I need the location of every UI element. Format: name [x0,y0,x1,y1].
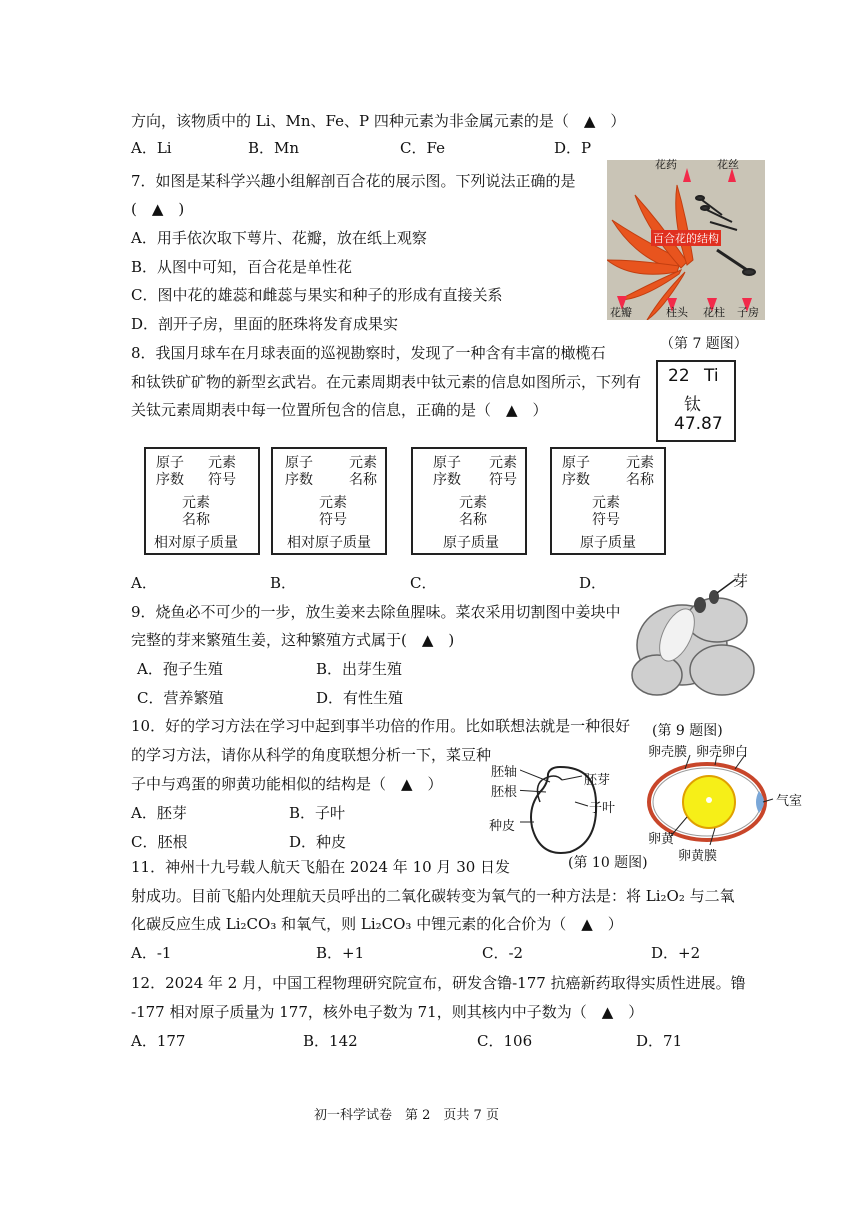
figure-7-caption: （第 7 题图） [660,336,748,352]
q11-option-c: C．-2 [482,944,524,962]
q11-stem-3: 化碳反应生成 Li₂CO₃ 和氧气，则 Li₂CO₃ 中锂元素的化合价为（ ▲ ） [131,915,623,933]
q8-option-b: B． [270,574,297,592]
label-plumule: 胚芽 [584,773,611,788]
label-filament: 花丝 [717,158,739,171]
q7-option-a: A．用手依次取下萼片、花瓣，放在纸上观察 [131,229,427,247]
q8-stem-1: 8．我国月球车在月球表面的巡视勘察时，发现了一种含有丰富的橄榄石 [131,344,606,362]
q10-option-d: D．种皮 [289,833,347,851]
q12-option-b: B．142 [303,1032,358,1050]
q12-option-d: D．71 [636,1032,683,1050]
q12-option-a: A．177 [131,1032,186,1050]
label-seed-coat: 种皮 [489,819,516,834]
atomic-number: 22 [668,366,690,386]
q8-option-c: C． [410,574,437,592]
label-radicle: 胚根 [491,785,518,800]
q10-option-b: B．子叶 [289,804,346,822]
label-anther: 花药 [655,158,677,171]
label-hypocotyl: 胚轴 [491,765,518,780]
question-text: 方向，该物质中的 Li、Mn、Fe、P 四种元素为非金属元素的是（ ▲ ） [131,112,626,130]
label-style: 花柱 [703,306,725,319]
q7-answer-blank: ( ▲ ) [131,200,185,218]
q9-stem-1: 9．烧鱼必不可少的一步，放生姜来去除鱼腥味。菜农采用切割图中姜块中 [131,603,621,621]
element-box-a: 原子 序数 元素 符号 元素 名称 相对原子质量 [144,447,260,555]
q11-option-d: D．+2 [651,944,701,962]
q8-option-a: A． [131,574,157,592]
element-symbol: Ti [704,366,719,386]
element-box-d: 原子 序数 元素 名称 元素 符号 原子质量 [550,447,666,555]
option-d: D．P [554,139,592,157]
option-c: C．Fe [400,139,445,157]
q11-option-a: A．-1 [131,944,172,962]
element-name: 钛 [684,395,701,415]
q9-option-a: A．孢子生殖 [137,660,223,678]
label-cotyledon: 子叶 [589,801,616,816]
q10-option-a: A．胚芽 [131,804,187,822]
label-structure: 百合花的结构 [653,232,719,245]
q7-option-d: D．剖开子房，里面的胚珠将发育成果实 [131,315,399,333]
q7-option-c: C．图中花的雄蕊和雌蕊与果实和种子的形成有直接关系 [131,286,503,304]
label-yolk: 卵黄 [648,832,675,847]
page-footer: 初一科学试卷 第 2 页共 7 页 [314,1108,499,1123]
option-a: A．Li [131,139,172,157]
q7-stem: 7．如图是某科学兴趣小组解剖百合花的展示图。下列说法正确的是 [131,172,576,190]
q11-option-b: B．+1 [316,944,365,962]
q12-stem-1: 12．2024 年 2 月，中国工程物理研究院宣布，研发含镥-177 抗癌新药取得实质性进展。镥 [131,974,746,992]
label-stigma: 柱头 [666,306,688,319]
label-albumen: 卵白 [722,745,749,760]
element-box-b: 原子 序数 元素 名称 元素 符号 相对原子质量 [271,447,387,555]
q9-stem-2: 完整的芽来繁殖生姜，这种繁殖方式属于( ▲ ) [131,631,455,649]
q9-option-b: B．出芽生殖 [316,660,403,678]
label-air-cell: 气室 [776,794,803,809]
q8-stem-3: 关钛元素周期表中每一位置所包含的信息，正确的是（ ▲ ） [131,401,548,419]
q12-stem-2: -177 相对原子质量为 177，核外电子数为 71，则其核内中子数为（ ▲ ） [131,1003,644,1021]
q10-stem-3: 子中与鸡蛋的卵黄功能相似的结构是（ ▲ ） [131,775,443,793]
ginger-image [622,575,762,715]
lily-figure [607,160,765,320]
titanium-element-card [656,360,736,442]
q10-stem-1: 10．好的学习方法在学习中起到事半功倍的作用。比如联想法就是一种很好 [131,717,631,735]
figure-10-caption: (第 10 题图) [568,855,648,871]
label-yolk-membrane: 卵黄膜 [678,849,718,864]
q8-option-d: D． [579,574,607,592]
figure-9-caption: (第 9 题图) [652,723,723,739]
q10-option-c: C．胚根 [131,833,188,851]
label-petal: 花瓣 [610,306,632,319]
q11-stem-1: 11．神州十九号载人航天飞船在 2024 年 10 月 30 日发 [131,858,511,876]
element-box-c: 原子 序数 元素 符号 元素 名称 原子质量 [411,447,527,555]
q9-option-d: D．有性生殖 [316,689,404,707]
q7-option-b: B．从图中可知，百合花是单性花 [131,258,353,276]
label-ovary: 子房 [737,306,759,319]
q12-option-c: C．106 [477,1032,533,1050]
ginger-figure [622,575,762,715]
q10-stem-2: 的学习方法，请你从科学的角度联想分析一下，菜豆种 [131,746,492,764]
q9-option-c: C．营养繁殖 [137,689,224,707]
atomic-mass: 47.87 [674,414,723,434]
label-shell-membrane: 卵壳膜 [648,745,688,760]
q11-stem-2: 射成功。目前飞船内处理航天员呼出的二氧化碳转变为氧气的一种方法是：将 Li₂O₂ 与二氧 [131,887,735,905]
option-b: B．Mn [248,139,300,157]
bud-label: 芽 [733,572,749,590]
q8-stem-2: 和钛铁矿矿物的新型玄武岩。在元素周期表中钛元素的信息如图所示，下列有 [131,373,642,391]
label-shell: 卵壳 [696,745,723,760]
